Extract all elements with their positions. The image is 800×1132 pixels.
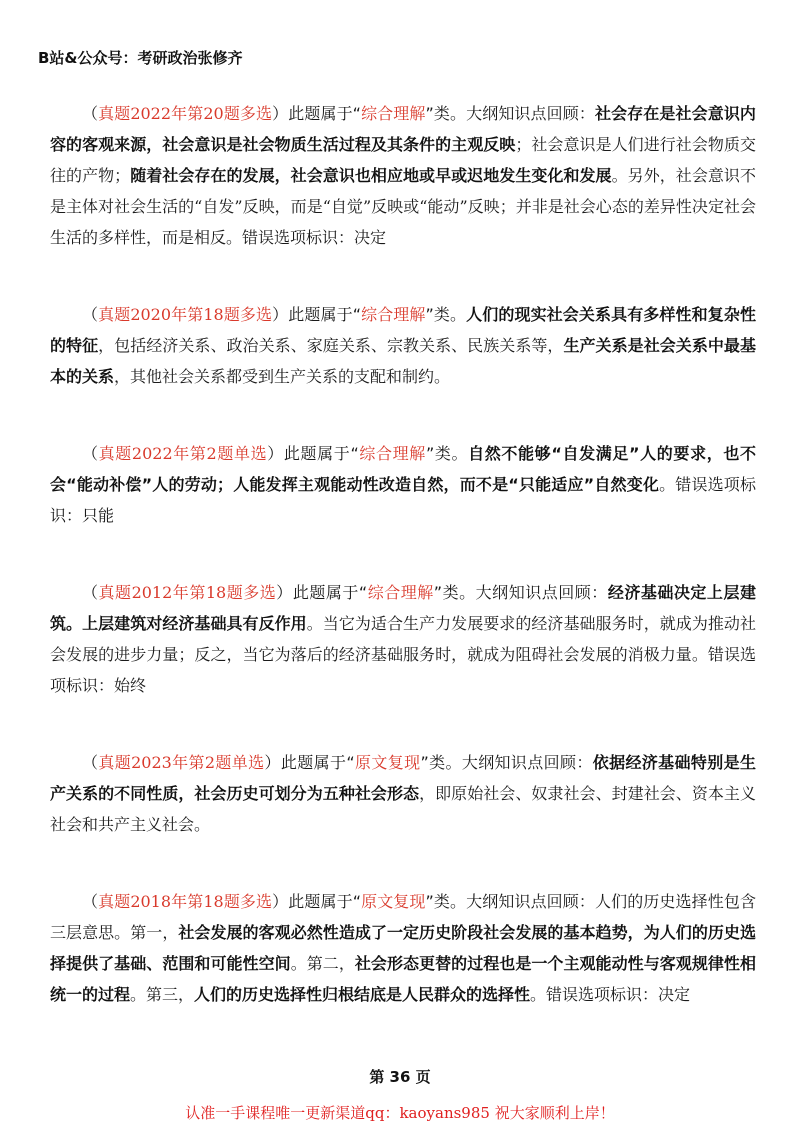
category-suffix: ”类。 <box>420 753 462 772</box>
page-header: B站&公众号：考研政治张修齐 <box>38 49 243 67</box>
category-label: 综合理解 <box>360 305 426 324</box>
category-prefix: 此题属于“ <box>288 305 361 324</box>
key-point-text: 随着社会存在的发展，社会意识也相应地或早或迟地发生变化和发展 <box>130 166 612 185</box>
exam-source: 真题2023年第2题单选 <box>98 753 265 772</box>
exam-source: 真题2022年第20题多选 <box>98 104 273 123</box>
page-number: 第 36 页 <box>369 1068 431 1086</box>
body-text: ，其他社会关系都受到生产关系的支配和制约。 <box>114 367 451 386</box>
body-text: ，包括经济关系、政治关系、家庭关系、宗教关系、民族关系等， <box>98 336 564 355</box>
body-text: 大纲知识点回顾： <box>461 753 593 772</box>
exam-source: 真题2022年第2题单选 <box>98 444 268 463</box>
open-paren: （ <box>82 892 99 911</box>
category-label: 综合理解 <box>360 104 426 123</box>
category-prefix: 此题属于“ <box>292 583 368 602</box>
document-body <box>50 98 756 1056</box>
key-point-text: 社会存在是社会意识内容的客观来源，社会意识是社会物质生活过程及其条件的主观反映 <box>50 104 756 154</box>
open-paren: （ <box>82 583 99 602</box>
close-paren: ） <box>272 305 289 324</box>
question-explanation <box>50 747 756 840</box>
key-point-text: 人们的现实社会关系具有多样性和复杂性的特征 <box>50 305 756 355</box>
close-paren: ） <box>272 104 289 123</box>
key-point-text: 依据经济基础特别是生产关系的不同性质，社会历史可划分为五种社会形态 <box>50 753 756 803</box>
category-label: 原文复现 <box>354 753 421 772</box>
open-paren: （ <box>82 104 99 123</box>
question-explanation <box>50 886 756 1010</box>
question-explanation <box>50 299 756 392</box>
close-paren: ） <box>272 892 289 911</box>
open-paren: （ <box>82 753 99 772</box>
question-explanation <box>50 98 756 253</box>
question-explanation <box>50 577 756 701</box>
body-text: 。错误选项标识：决定 <box>530 985 691 1004</box>
body-text: 。当它为适合生产力发展要求的经济基础服务时，就成为推动社会发展的进步力量；反之，当它为落后的经济基础服务时，就成为阻碍社会发展的消极力量。错误选项标识：始终 <box>50 614 756 695</box>
key-point-text: 经济基础决定上层建筑。上层建筑对经济基础具有反作用 <box>50 583 756 633</box>
exam-source: 真题2012年第18题多选 <box>98 583 277 602</box>
close-paren: ） <box>264 753 281 772</box>
exam-source: 真题2018年第18题多选 <box>98 892 273 911</box>
category-prefix: 此题属于“ <box>283 444 359 463</box>
category-suffix: ”类。 <box>425 305 467 324</box>
key-point-text: 社会形态更替的过程也是一个主观能动性与客观规律性相统一的过程 <box>50 954 756 1004</box>
body-text: 。第三， <box>130 985 195 1004</box>
body-text: 大纲知识点回顾：人们的历史选择性包含三层意思。第一， <box>50 892 756 942</box>
body-text: ，即原始社会、奴隶社会、封建社会、资本主义社会和共产主义社会。 <box>50 784 756 834</box>
body-text: ；社会意识是人们进行社会物质交往的产物； <box>50 135 756 185</box>
key-point-text: 生产关系是社会关系中最基本的关系 <box>50 336 756 386</box>
key-point-text: 社会发展的客观必然性造成了一定历史阶段社会发展的基本趋势，为人们的历史选择提供了基础、范围和可能性空间 <box>50 923 756 973</box>
body-text: 。错误选项标识：只能 <box>50 475 756 525</box>
category-suffix: ”类。 <box>425 104 467 123</box>
category-suffix: ”类。 <box>425 444 469 463</box>
category-label: 综合理解 <box>358 444 426 463</box>
body-text: 大纲知识点回顾： <box>475 583 608 602</box>
question-explanation <box>50 438 756 531</box>
category-prefix: 此题属于“ <box>280 753 355 772</box>
category-suffix: ”类。 <box>425 892 467 911</box>
key-point-text: 人们的历史选择性归根结底是人民群众的选择性 <box>194 985 531 1004</box>
category-prefix: 此题属于“ <box>288 892 361 911</box>
category-label: 综合理解 <box>367 583 434 602</box>
category-prefix: 此题属于“ <box>288 104 361 123</box>
footer-notice: 认准一手课程唯一更新渠道qq：kaoyans985 祝大家顺利上岸！ <box>185 1104 615 1122</box>
body-text: 。第二， <box>290 954 355 973</box>
exam-source: 真题2020年第18题多选 <box>98 305 273 324</box>
category-label: 原文复现 <box>360 892 426 911</box>
close-paren: ） <box>276 583 293 602</box>
body-text: 。另外，社会意识不是主体对社会生活的“自发”反映，而是“自觉”反映或“能动”反映；并非是社会心态的差异性决定社会生活的多样性，而是相反。错误选项标识：决定 <box>50 166 756 247</box>
key-point-text: 自然不能够“自发满足”人的要求，也不会“能动补偿”人的劳动；人能发挥主观能动性改造自然，而不是“只能适应”自然变化 <box>50 444 756 494</box>
body-text: 大纲知识点回顾： <box>466 104 595 123</box>
category-suffix: ”类。 <box>433 583 476 602</box>
close-paren: ） <box>267 444 284 463</box>
open-paren: （ <box>82 305 99 324</box>
open-paren: （ <box>82 444 99 463</box>
